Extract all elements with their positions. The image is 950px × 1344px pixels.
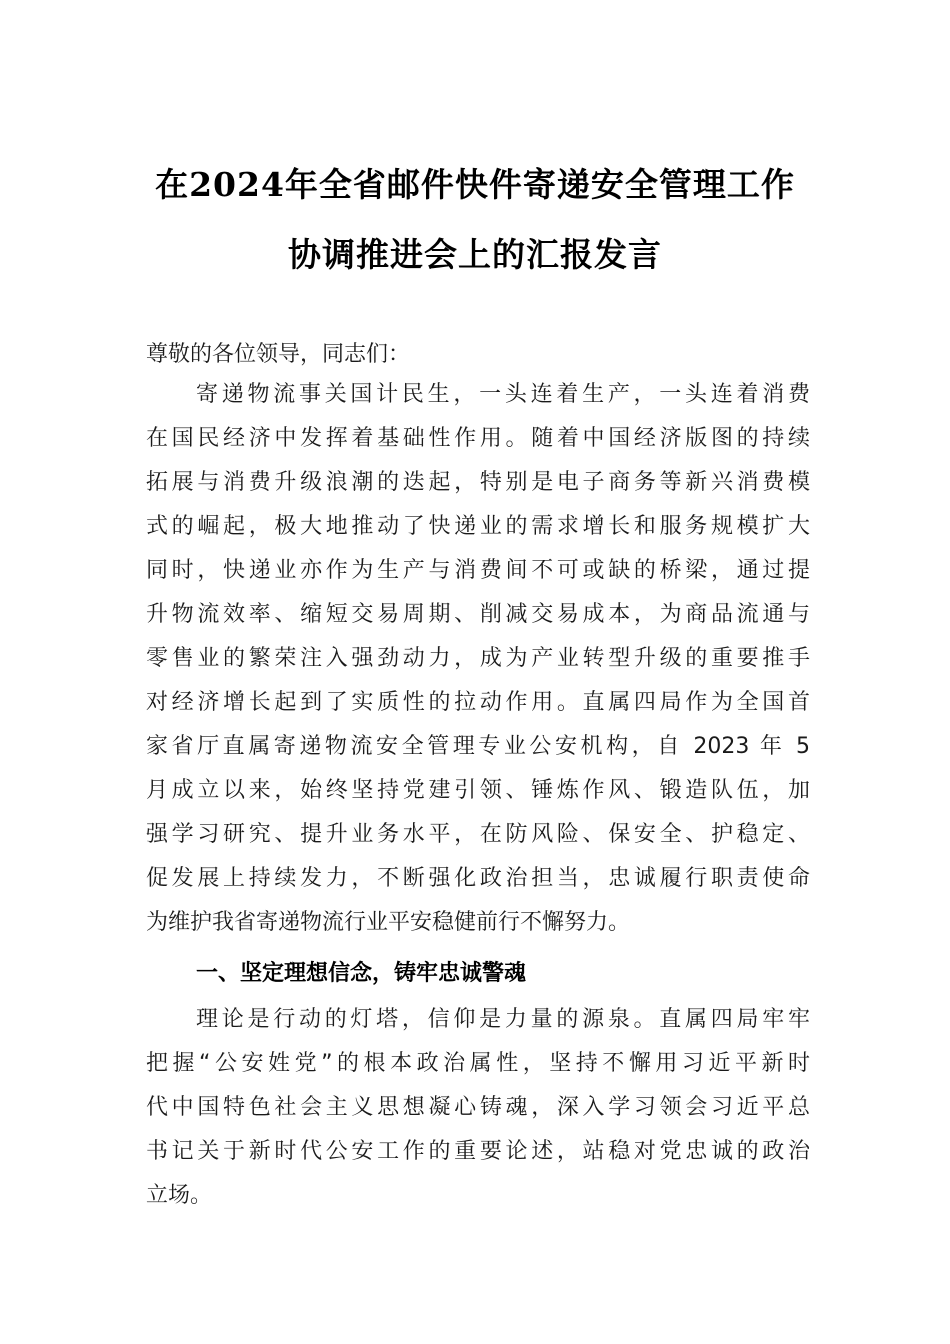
paragraph-line: 式的崛起，极大地推动了快递业的需求增长和服务规模扩大: [146, 514, 810, 539]
paragraph-line: 促发展上持续发力，不断强化政治担当，忠诚履行职责使命: [146, 866, 810, 891]
paragraph-line: 强学习研究、提升业务水平，在防风险、保安全、护稳定、: [146, 822, 810, 847]
paragraph-line: 升物流效率、缩短交易周期、削减交易成本，为商品流通与: [146, 602, 810, 627]
paragraph-line: 零售业的繁荣注入强劲动力，成为产业转型升级的重要推手: [146, 646, 810, 671]
paragraph-line: 立场。: [146, 1183, 213, 1208]
paragraph-line: 对经济增长起到了实质性的拉动作用。直属四局作为全国首: [146, 690, 810, 715]
paragraph-line: 把握“公安姓党”的根本政治属性，坚持不懈用习近平新时: [146, 1051, 810, 1076]
paragraph-line: 书记关于新时代公安工作的重要论述，站稳对党忠诚的政治: [146, 1139, 810, 1164]
paragraph-line: 拓展与消费升级浪潮的迭起，特别是电子商务等新兴消费模: [146, 470, 810, 495]
section-heading-1: 一、坚定理想信念，铸牢忠诚警魂: [196, 961, 527, 986]
paragraph-line: 为维护我省寄递物流行业平安稳健前行不懈努力。: [146, 910, 631, 935]
paragraph-line: 月成立以来，始终坚持党建引领、锤炼作风、锻造队伍，加: [146, 778, 810, 803]
salutation: 尊敬的各位领导，同志们：: [146, 342, 411, 367]
paragraph-line: 寄递物流事关国计民生，一头连着生产，一头连着消费: [196, 382, 810, 407]
paragraph-line: 家省厅直属寄递物流安全管理专业公安机构，自 2023 年 5: [146, 734, 810, 759]
paragraph-line: 同时，快递业亦作为生产与消费间不可或缺的桥梁，通过提: [146, 558, 810, 583]
paragraph-line: 代中国特色社会主义思想凝心铸魂，深入学习领会习近平总: [146, 1095, 810, 1120]
paragraph-line: 在国民经济中发挥着基础性作用。随着中国经济版图的持续: [146, 426, 810, 451]
document-title-line-2: 协调推进会上的汇报发言: [288, 235, 662, 274]
document-title-line-1: 在2024年全省邮件快件寄递安全管理工作: [155, 165, 795, 204]
paragraph-line: 理论是行动的灯塔，信仰是力量的源泉。直属四局牢牢: [196, 1007, 810, 1032]
